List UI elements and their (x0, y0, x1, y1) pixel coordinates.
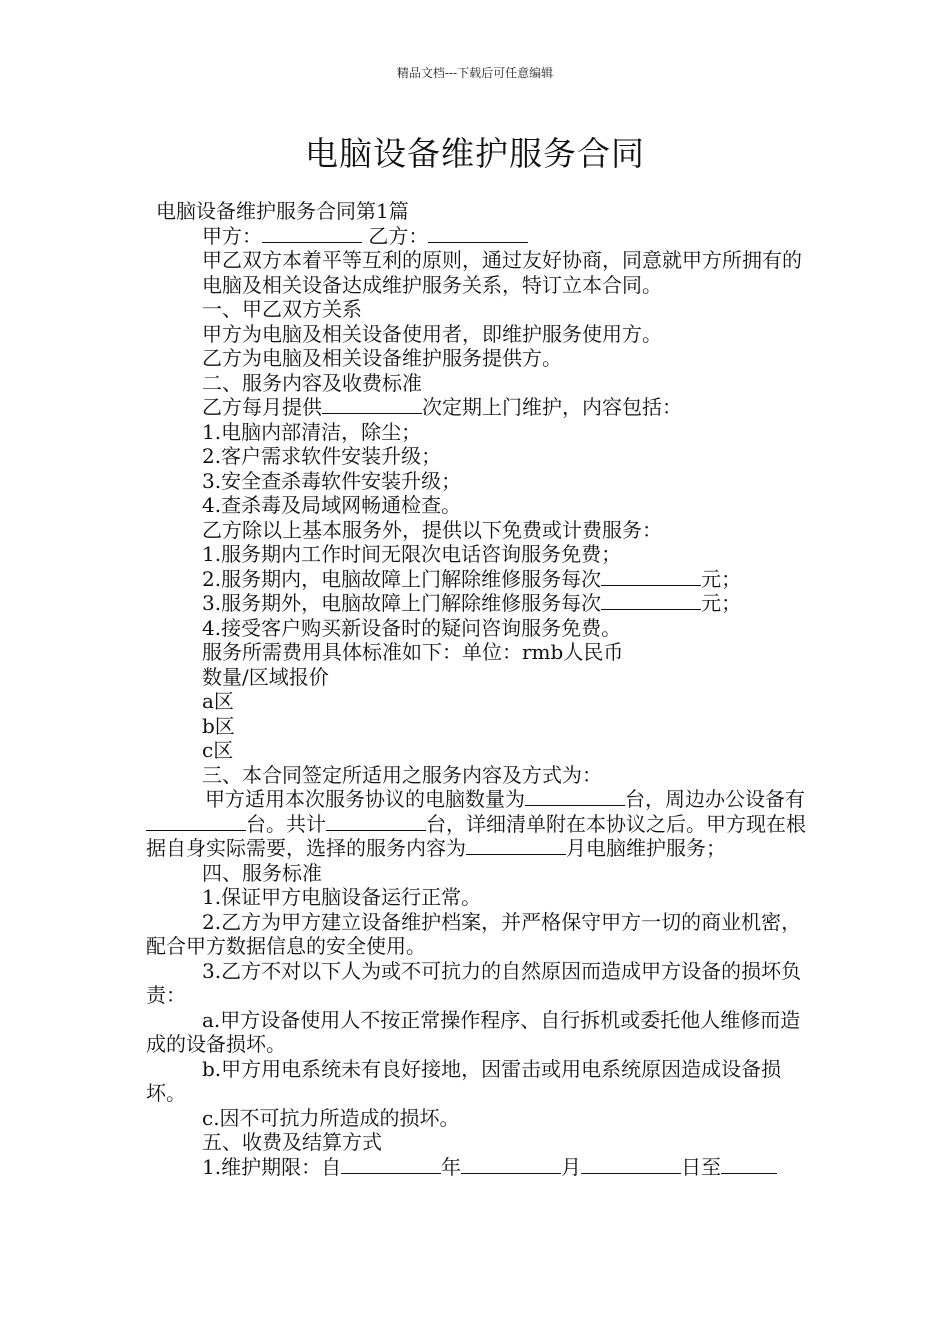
list-item: 1.服务期内工作时间无限次电话咨询服务免费； (202, 542, 622, 566)
zone-row: c区 (202, 738, 234, 762)
document-body (146, 199, 818, 1179)
start-month-blank[interactable] (461, 1156, 561, 1174)
extra-services-heading: 乙方除以上基本服务外，提供以下免费或计费服务： (202, 517, 662, 542)
parties-line (146, 224, 818, 249)
service-months-blank[interactable] (466, 837, 566, 855)
zone-row: b区 (202, 713, 235, 738)
fee-table-header: 数量/区域报价 (202, 664, 329, 689)
term-line: 1.维护期限：自 年 月 日至 (146, 1155, 818, 1180)
list-item: 2.服务期内，电脑故障上门解除维修服务每次 元； (202, 566, 742, 591)
end-date-blank[interactable] (721, 1156, 777, 1174)
section-3-heading: 三、本合同签定所适用之服务内容及方式为： (202, 762, 602, 787)
section-3-paragraph: 甲方适用本次服务协议的电脑数量为 台，周边办公设备有台。共计 台，详细清单附在本协议之后。甲方现在根据自身实际需要，选择的服务内容为 月电脑维护服务； (146, 787, 806, 860)
list-item: a.甲方设备使用人不按正常操作程序、自行拆机或委托他人维修而造成的设备损坏。 (146, 1007, 801, 1056)
section-1-item-b: 乙方为电脑及相关设备维护服务提供方。 (202, 346, 562, 370)
intro-paragraph: 甲乙双方本着平等互利的原则，通过友好协商，同意就甲方所拥有的电脑及相关设备达成维护服务关系，特订立本合同。 (202, 248, 802, 297)
fee-standard: 服务所需费用具体标准如下：单位：rmb人民币 (202, 640, 624, 664)
list-item: 3.服务期外，电脑故障上门解除维修服务每次 元； (202, 591, 742, 615)
list-item: 3.安全查杀毒软件安装升级； (202, 468, 462, 493)
party-a-blank[interactable] (262, 225, 362, 243)
list-item: 3.乙方不对以下人为或不可抗力的自然原因而造成甲方设备的损坏负责： (146, 958, 802, 1007)
start-day-blank[interactable] (581, 1156, 681, 1174)
section-1-item-a: 甲方为电脑及相关设备使用者，即维护服务使用方。 (202, 321, 662, 346)
page-header: 精品文档---下载后可任意编辑 (396, 66, 554, 80)
list-item: 1.保证甲方电脑设备运行正常。 (202, 885, 482, 909)
list-item: 2.客户需求软件安装升级； (202, 444, 442, 468)
list-item: b.甲方用电系统未有良好接地，因雷击或用电系统原因造成设备损坏。 (146, 1056, 782, 1105)
section-2-visits: 乙方每月提供 次定期上门维护，内容包括： (202, 395, 682, 419)
list-item: 1.电脑内部清洁，除尘； (202, 419, 422, 444)
start-year-blank[interactable] (341, 1156, 441, 1174)
party-a-label: 甲方： (202, 223, 262, 248)
list-item: c.因不可抗力所造成的损坏。 (202, 1105, 460, 1130)
office-device-blank[interactable] (146, 813, 246, 831)
party-b-label: 乙方： (368, 223, 429, 248)
party-b-blank[interactable] (428, 225, 528, 243)
list-item: 2.乙方为甲方建立设备维护档案，并严格保守甲方一切的商业机密，配合甲方数据信息的安全使用。 (146, 909, 802, 958)
section-1-heading: 一、甲乙双方关系 (202, 297, 362, 321)
list-item: 4.接受客户购买新设备时的疑问咨询服务免费。 (202, 615, 622, 640)
section-5-heading: 五、收费及结算方式 (202, 1130, 382, 1154)
total-count-blank[interactable] (326, 813, 426, 831)
list-item: 4.查杀毒及局域网畅通检查。 (202, 493, 462, 517)
section-4-heading: 四、服务标准 (202, 860, 322, 885)
section-2-heading: 二、服务内容及收费标准 (202, 370, 422, 395)
visits-blank[interactable] (322, 396, 422, 414)
zone-row: a区 (202, 689, 234, 713)
subtitle: 电脑设备维护服务合同第1篇 (156, 199, 409, 223)
fee-out-term-blank[interactable] (601, 592, 701, 610)
pc-count-blank[interactable] (525, 788, 625, 806)
fee-in-term-blank[interactable] (601, 568, 701, 586)
document-title: 电脑设备维护服务合同 (305, 134, 645, 173)
